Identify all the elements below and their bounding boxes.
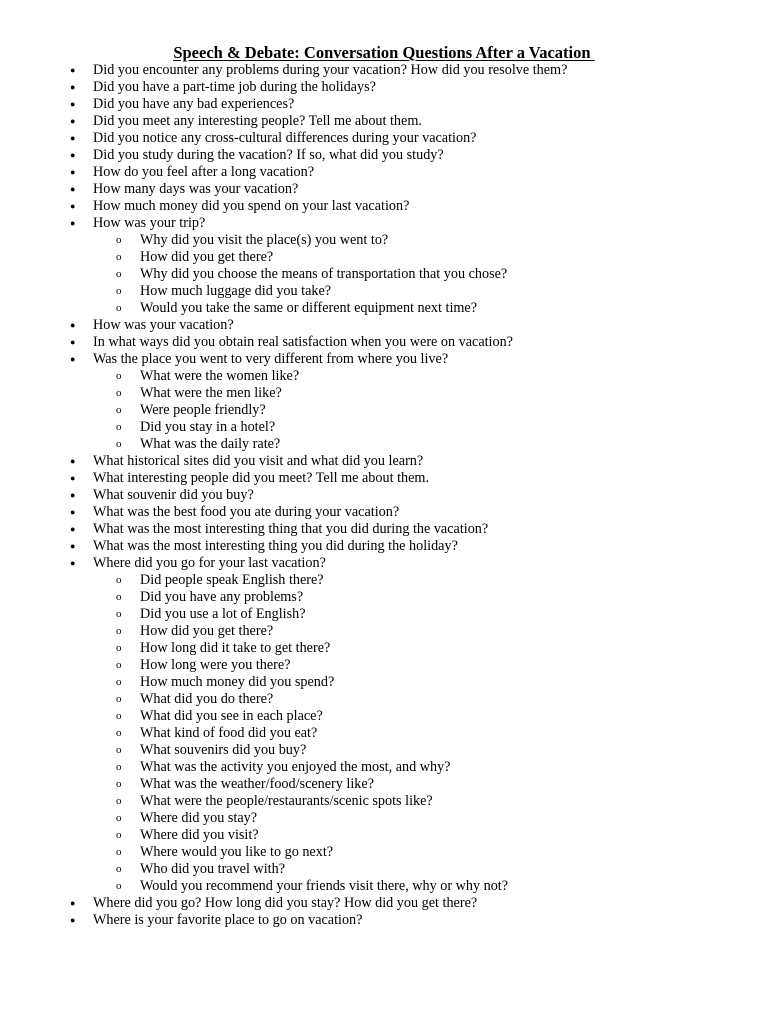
bullet-icon: ● xyxy=(70,456,76,466)
question-text: How did you get there? xyxy=(140,623,274,639)
sub-bullet-icon: o xyxy=(116,829,122,841)
question-item xyxy=(0,147,768,164)
question-text: What interesting people did you meet? Tell me about them. xyxy=(93,470,429,486)
sub-bullet-icon: o xyxy=(116,387,122,399)
sub-bullet-icon: o xyxy=(116,676,122,688)
question-text: How much money did you spend? xyxy=(140,674,335,690)
sub-bullet-icon: o xyxy=(116,812,122,824)
bullet-icon: ● xyxy=(70,150,76,160)
question-text: Did you stay in a hotel? xyxy=(140,419,276,435)
question-text: Did people speak English there? xyxy=(140,572,324,588)
question-text: Why did you visit the place(s) you went to? xyxy=(140,232,389,248)
question-text: Where would you like to go next? xyxy=(140,844,334,860)
question-item xyxy=(0,538,768,555)
sub-question-item xyxy=(0,623,768,640)
sub-bullet-icon: o xyxy=(116,744,122,756)
sub-question-item xyxy=(0,878,768,895)
bullet-icon: ● xyxy=(70,507,76,517)
sub-question-item xyxy=(0,691,768,708)
question-text: How much luggage did you take? xyxy=(140,283,332,299)
question-text: In what ways did you obtain real satisfaction when you were on vacation? xyxy=(93,334,513,350)
question-item xyxy=(0,62,768,79)
sub-bullet-icon: o xyxy=(116,251,122,263)
bullet-icon: ● xyxy=(70,354,76,364)
question-text: Where did you go? How long did you stay? How did you get there? xyxy=(93,895,478,911)
question-text: What was the most interesting thing that you did during the vacation? xyxy=(93,521,489,537)
sub-bullet-icon: o xyxy=(116,880,122,892)
sub-question-item xyxy=(0,759,768,776)
question-item xyxy=(0,912,768,929)
sub-question-item xyxy=(0,300,768,317)
bullet-icon: ● xyxy=(70,99,76,109)
sub-bullet-icon: o xyxy=(116,795,122,807)
sub-question-item xyxy=(0,708,768,725)
sub-bullet-icon: o xyxy=(116,421,122,433)
question-text: Did you have any bad experiences? xyxy=(93,96,295,112)
question-text: Where did you stay? xyxy=(140,810,258,826)
question-text: Would you take the same or different equipment next time? xyxy=(140,300,478,316)
sub-bullet-icon: o xyxy=(116,285,122,297)
sub-question-item xyxy=(0,402,768,419)
question-item xyxy=(0,555,768,572)
question-text: What souvenirs did you buy? xyxy=(140,742,307,758)
sub-bullet-icon: o xyxy=(116,608,122,620)
question-text: What were the people/restaurants/scenic spots like? xyxy=(140,793,433,809)
sub-bullet-icon: o xyxy=(116,778,122,790)
bullet-icon: ● xyxy=(70,337,76,347)
question-item xyxy=(0,470,768,487)
sub-bullet-icon: o xyxy=(116,846,122,858)
question-text: What was the activity you enjoyed the most, and why? xyxy=(140,759,451,775)
question-text: Did you meet any interesting people? Tell me about them. xyxy=(93,113,422,129)
question-text: Did you encounter any problems during your vacation? How did you resolve them? xyxy=(93,62,568,78)
sub-question-item xyxy=(0,861,768,878)
sub-bullet-icon: o xyxy=(116,710,122,722)
sub-bullet-icon: o xyxy=(116,404,122,416)
question-text: What souvenir did you buy? xyxy=(93,487,254,503)
question-item xyxy=(0,504,768,521)
question-item xyxy=(0,351,768,368)
question-text: What was the daily rate? xyxy=(140,436,281,452)
question-item xyxy=(0,130,768,147)
question-text: Did you have any problems? xyxy=(140,589,304,605)
question-text: Was the place you went to very different from where you live? xyxy=(93,351,449,367)
sub-bullet-icon: o xyxy=(116,370,122,382)
bullet-icon: ● xyxy=(70,490,76,500)
question-text: How many days was your vacation? xyxy=(93,181,299,197)
question-text: Would you recommend your friends visit there, why or why not? xyxy=(140,878,509,894)
sub-question-item xyxy=(0,368,768,385)
sub-bullet-icon: o xyxy=(116,438,122,450)
question-text: What were the men like? xyxy=(140,385,282,401)
sub-bullet-icon: o xyxy=(116,863,122,875)
bullet-icon: ● xyxy=(70,558,76,568)
bullet-icon: ● xyxy=(70,898,76,908)
question-text: Did you notice any cross-cultural differences during your vacation? xyxy=(93,130,477,146)
question-text: How long were you there? xyxy=(140,657,291,673)
sub-question-item xyxy=(0,266,768,283)
question-item xyxy=(0,487,768,504)
question-text: How long did it take to get there? xyxy=(140,640,331,656)
question-item xyxy=(0,198,768,215)
page-title: Speech & Debate: Conversation Questions After a Vacation xyxy=(173,43,595,62)
sub-question-item xyxy=(0,657,768,674)
question-text: Did you have a part-time job during the holidays? xyxy=(93,79,376,95)
question-text: What was the weather/food/scenery like? xyxy=(140,776,374,792)
bullet-icon: ● xyxy=(70,167,76,177)
question-text: Who did you travel with? xyxy=(140,861,285,877)
sub-question-item xyxy=(0,844,768,861)
question-text: Where is your favorite place to go on vacation? xyxy=(93,912,363,928)
sub-question-item xyxy=(0,810,768,827)
sub-bullet-icon: o xyxy=(116,625,122,637)
question-text: What were the women like? xyxy=(140,368,300,384)
sub-bullet-icon: o xyxy=(116,302,122,314)
question-text: What kind of food did you eat? xyxy=(140,725,318,741)
sub-bullet-icon: o xyxy=(116,268,122,280)
bullet-icon: ● xyxy=(70,915,76,925)
sub-question-item xyxy=(0,572,768,589)
question-text: What was the most interesting thing you did during the holiday? xyxy=(93,538,458,554)
sub-question-item xyxy=(0,436,768,453)
question-list xyxy=(0,62,768,929)
bullet-icon: ● xyxy=(70,218,76,228)
sub-question-item xyxy=(0,283,768,300)
bullet-icon: ● xyxy=(70,82,76,92)
question-item xyxy=(0,895,768,912)
bullet-icon: ● xyxy=(70,524,76,534)
question-text: What did you see in each place? xyxy=(140,708,323,724)
sub-bullet-icon: o xyxy=(116,727,122,739)
sub-question-item xyxy=(0,589,768,606)
sub-question-item xyxy=(0,776,768,793)
bullet-icon: ● xyxy=(70,541,76,551)
question-text: What was the best food you ate during your vacation? xyxy=(93,504,400,520)
bullet-icon: ● xyxy=(70,133,76,143)
sub-question-item xyxy=(0,606,768,623)
question-text: Were people friendly? xyxy=(140,402,266,418)
sub-question-item xyxy=(0,742,768,759)
sub-bullet-icon: o xyxy=(116,574,122,586)
sub-question-item xyxy=(0,249,768,266)
question-item xyxy=(0,164,768,181)
question-item xyxy=(0,113,768,130)
sub-question-item xyxy=(0,827,768,844)
sub-bullet-icon: o xyxy=(116,659,122,671)
question-item xyxy=(0,334,768,351)
question-item xyxy=(0,79,768,96)
question-item xyxy=(0,215,768,232)
sub-question-item xyxy=(0,232,768,249)
sub-question-item xyxy=(0,674,768,691)
question-item xyxy=(0,521,768,538)
question-text: How much money did you spend on your last vacation? xyxy=(93,198,410,214)
question-text: Did you use a lot of English? xyxy=(140,606,306,622)
sub-bullet-icon: o xyxy=(116,693,122,705)
question-text: What historical sites did you visit and what did you learn? xyxy=(93,453,424,469)
bullet-icon: ● xyxy=(70,116,76,126)
sub-question-item xyxy=(0,793,768,810)
bullet-icon: ● xyxy=(70,201,76,211)
question-item xyxy=(0,96,768,113)
sub-bullet-icon: o xyxy=(116,761,122,773)
question-text: What did you do there? xyxy=(140,691,274,707)
bullet-icon: ● xyxy=(70,320,76,330)
question-text: How was your vacation? xyxy=(93,317,234,333)
sub-question-item xyxy=(0,640,768,657)
question-text: How did you get there? xyxy=(140,249,274,265)
sub-question-item xyxy=(0,725,768,742)
sub-question-item xyxy=(0,385,768,402)
bullet-icon: ● xyxy=(70,184,76,194)
question-item xyxy=(0,181,768,198)
question-text: Where did you visit? xyxy=(140,827,259,843)
bullet-icon: ● xyxy=(70,473,76,483)
question-text: How was your trip? xyxy=(93,215,206,231)
sub-question-item xyxy=(0,419,768,436)
question-item xyxy=(0,453,768,470)
question-text: Did you study during the vacation? If so, what did you study? xyxy=(93,147,444,163)
sub-bullet-icon: o xyxy=(116,234,122,246)
sub-bullet-icon: o xyxy=(116,591,122,603)
question-text: How do you feel after a long vacation? xyxy=(93,164,315,180)
bullet-icon: ● xyxy=(70,65,76,75)
question-text: Why did you choose the means of transportation that you chose? xyxy=(140,266,508,282)
question-item xyxy=(0,317,768,334)
question-text: Where did you go for your last vacation? xyxy=(93,555,326,571)
sub-bullet-icon: o xyxy=(116,642,122,654)
